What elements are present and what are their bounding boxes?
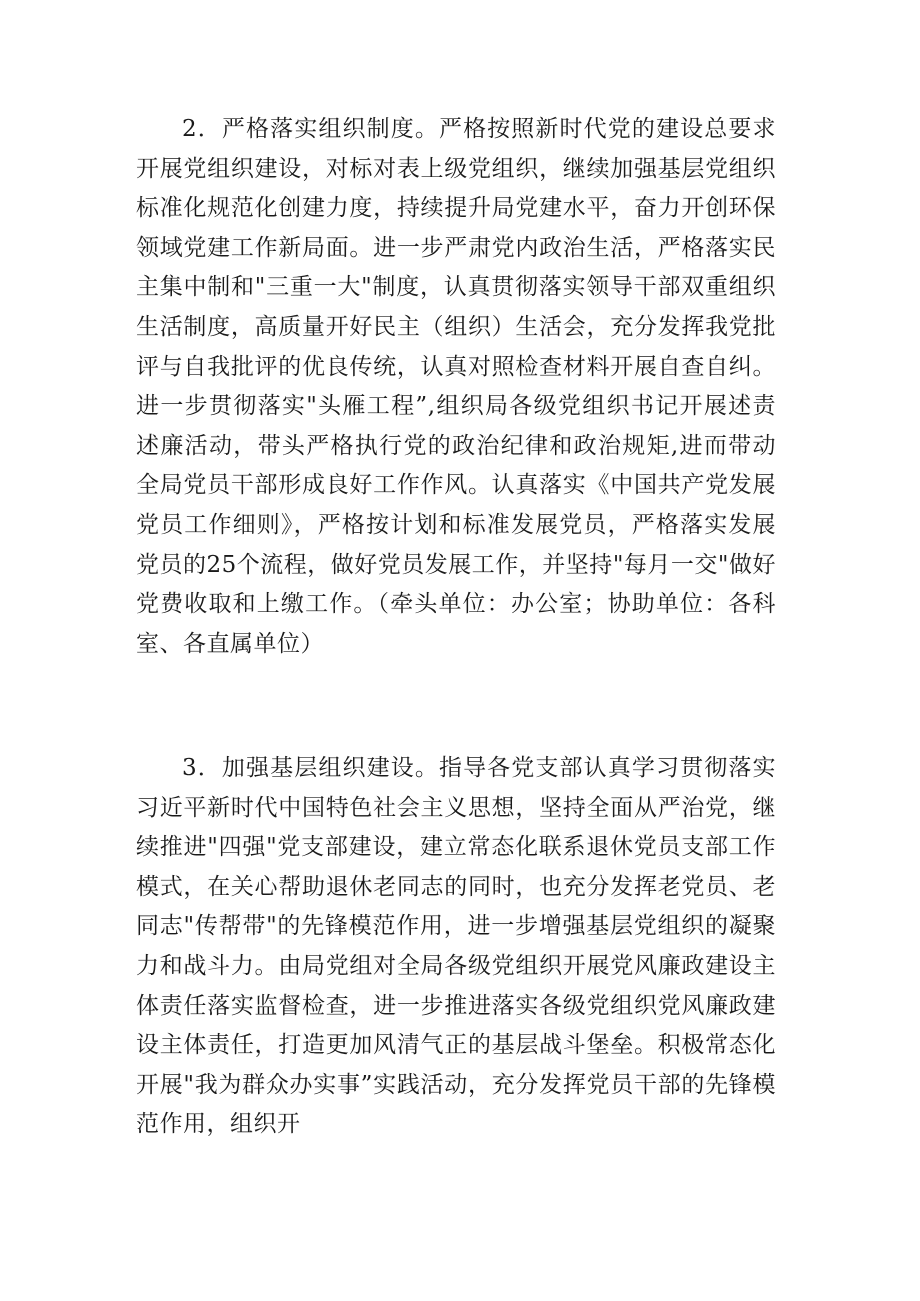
- paragraph-grassroots-organization: 3．加强基层组织建设。指导各党支部认真学习贯彻落实习近平新时代中国特色社会主义思想，坚持全面从严治党，继续推进"四强"党支部建设，建立常态化联系退休党员支部工作模式，在关心帮助退休老同志的同时，也充分发挥老党员、老同志"传帮带"的先锋模范作用，进一步增强基层党组织的凝聚力和战斗力。由局党组对全局各级党组织开展党风廉政建设主体责任落实监督检查，进一步推进落实各级党组织党风廉政建设主体责任，打造更加风清气正的基层战斗堡垒。积极常态化开展"我为群众办实事”实践活动，充分发挥党员干部的先锋模范作用，组织开: [136, 755, 776, 1138]
- paragraph-organization-system: 2．严格落实组织制度。严格按照新时代党的建设总要求开展党组织建设，对标对表上级党组织，继续加强基层党组织标准化规范化创建力度，持续提升局党建水平，奋力开创环保领域党建工作新局面。进一步严肃党内政治生活，严格落实民主集中制和"三重一大"制度，认真贯彻落实领导干部双重组织生活制度，高质量开好民主（组织）生活会，充分发挥我党批评与自我批评的优良传统，认真对照检查材料开展自查自纠。进一步贯彻落实"头雁工程”,组织局各级党组织书记开展述责述廉活动，带头严格执行党的政治纪律和政治规矩,进而带动全局党员干部形成良好工作作风。认真落实《中国共产党发展党员工作细则》，严格按计划和标准发展党员，严格落实发展党员的25个流程，做好党员发展工作，并坚持"每月一交"做好党费收取和上缴工作。（牵头单位：办公室；协助单位：各科室、各直属单位）: [136, 116, 776, 657]
